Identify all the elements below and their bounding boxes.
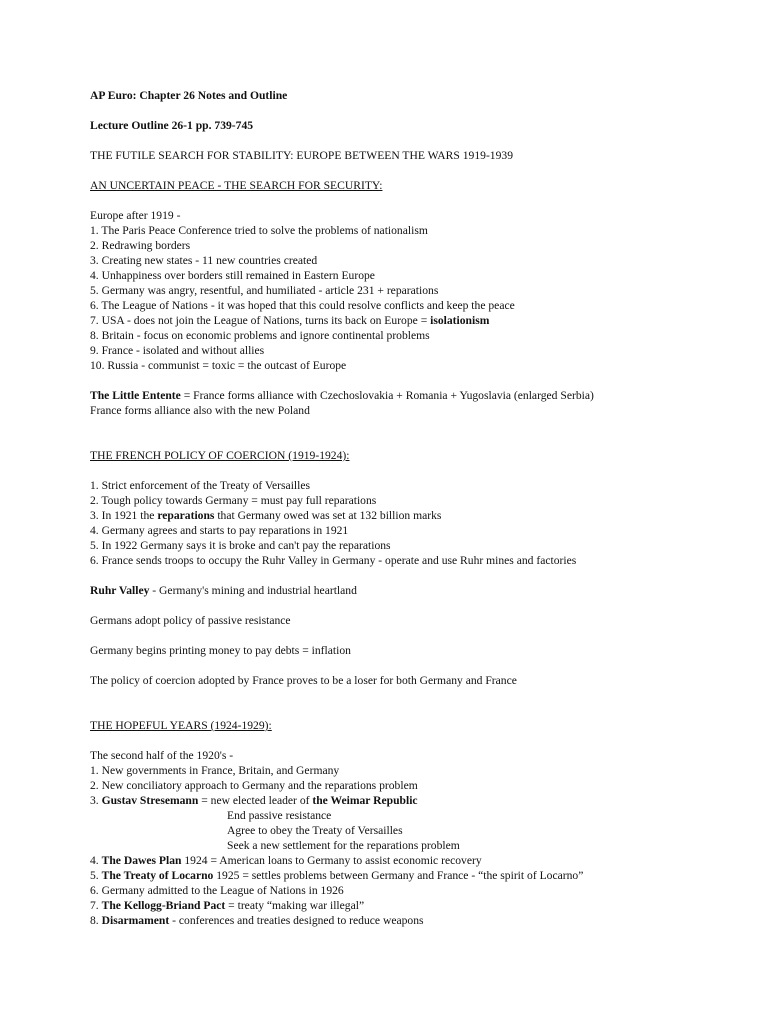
list-item-number: 3.: [90, 794, 102, 807]
section-heading-french-coercion: THE FRENCH POLICY OF COERCION (1919-1924):: [90, 449, 350, 462]
list-item-emphasis: the Weimar Republic: [312, 794, 418, 807]
document-page: [90, 88, 750, 928]
list-item-text: that Germany owed was set at 132 billion marks: [214, 509, 442, 522]
list-item: 2. New conciliatory approach to Germany and the reparations problem: [90, 779, 418, 792]
list-item: [90, 508, 750, 523]
list-item-text: - conferences and treaties designed to reduce weapons: [169, 914, 424, 927]
paragraph: Germany begins printing money to pay debts = inflation: [90, 644, 351, 657]
sub-item: End passive resistance: [227, 809, 332, 822]
list-item-text: 3. In 1921 the: [90, 509, 158, 522]
list-item-number: 4.: [90, 854, 102, 867]
list-item: 2. Redrawing borders: [90, 239, 191, 252]
poland-alliance-note: France forms alliance also with the new Poland: [90, 404, 310, 417]
list-item-text: 1925 = settles problems between Germany and France - “the spirit of Locarno”: [213, 869, 584, 882]
list-item: [90, 868, 750, 883]
section-heading-uncertain-peace: AN UNCERTAIN PEACE - THE SEARCH FOR SECURITY:: [90, 179, 383, 192]
list-item: 4. Unhappiness over borders still remained in Eastern Europe: [90, 269, 375, 282]
list-item-number: 5.: [90, 869, 102, 882]
list-item-emphasis: Gustav Stresemann: [101, 794, 199, 807]
list-item: 2. Tough policy towards Germany = must pay full reparations: [90, 494, 377, 507]
list-item: 5. In 1922 Germany says it is broke and can't pay the reparations: [90, 539, 391, 552]
list-item: 6. The League of Nations - it was hoped that this could resolve conflicts and keep the peace: [90, 299, 515, 312]
lecture-outline-subtitle: Lecture Outline 26-1 pp. 739-745: [90, 119, 254, 132]
list-item-emphasis: The Dawes Plan: [101, 854, 182, 867]
term: Ruhr Valley: [90, 584, 150, 597]
list-item-text: 1924 = American loans to Germany to assist economic recovery: [181, 854, 482, 867]
main-heading: THE FUTILE SEARCH FOR STABILITY: EUROPE BETWEEN THE WARS 1919-1939: [90, 149, 513, 162]
document-title: AP Euro: Chapter 26 Notes and Outline: [90, 89, 288, 102]
list-item-emphasis: isolationism: [430, 314, 490, 327]
list-item: 10. Russia - communist = toxic = the outcast of Europe: [90, 359, 347, 372]
list-item-number: 8.: [90, 914, 102, 927]
list-item: 6. France sends troops to occupy the Ruhr Valley in Germany - operate and use Ruhr mines and factories: [90, 554, 577, 567]
list-item-text: = new elected leader of: [198, 794, 313, 807]
paragraph: The policy of coercion adopted by France proves to be a loser for both Germany and France: [90, 674, 517, 687]
list-item: 5. Germany was angry, resentful, and humiliated - article 231 + reparations: [90, 284, 439, 297]
list-item: 1. New governments in France, Britain, and Germany: [90, 764, 340, 777]
ruhr-valley-definition: [90, 583, 750, 598]
little-entente-definition: [90, 388, 750, 403]
list-item-emphasis: reparations: [157, 509, 215, 522]
list-item: [90, 913, 750, 928]
list-item: [90, 853, 750, 868]
list-item: 9. France - isolated and without allies: [90, 344, 265, 357]
list-item: 1. Strict enforcement of the Treaty of Versailles: [90, 479, 311, 492]
list-item-emphasis: The Kellogg-Briand Pact: [101, 899, 226, 912]
section-intro: The second half of the 1920's -: [90, 749, 234, 762]
paragraph: Germans adopt policy of passive resistance: [90, 614, 291, 627]
section-heading-hopeful-years: THE HOPEFUL YEARS (1924-1929):: [90, 719, 272, 732]
list-item: 8. Britain - focus on economic problems and ignore continental problems: [90, 329, 430, 342]
list-item-emphasis: The Treaty of Locarno: [101, 869, 214, 882]
definition: - Germany's mining and industrial heartland: [149, 584, 357, 597]
sub-item: Seek a new settlement for the reparations problem: [227, 839, 460, 852]
term: The Little Entente: [90, 389, 181, 402]
list-item: [90, 898, 750, 913]
section-intro: Europe after 1919 -: [90, 209, 181, 222]
list-item: 1. The Paris Peace Conference tried to solve the problems of nationalism: [90, 224, 428, 237]
list-item: 4. Germany agrees and starts to pay reparations in 1921: [90, 524, 349, 537]
definition: = France forms alliance with Czechoslovakia + Romania + Yugoslavia (enlarged Serbia): [180, 389, 594, 402]
list-item: [90, 793, 750, 808]
list-item: 6. Germany admitted to the League of Nations in 1926: [90, 884, 344, 897]
list-item: 3. Creating new states - 11 new countries created: [90, 254, 318, 267]
sub-item: Agree to obey the Treaty of Versailles: [227, 824, 403, 837]
list-item: [90, 313, 750, 328]
list-item-text: = treaty “making war illegal”: [225, 899, 365, 912]
list-item-text: 7. USA - does not join the League of Nations, turns its back on Europe =: [90, 314, 431, 327]
list-item-emphasis: Disarmament: [101, 914, 170, 927]
list-item-number: 7.: [90, 899, 102, 912]
